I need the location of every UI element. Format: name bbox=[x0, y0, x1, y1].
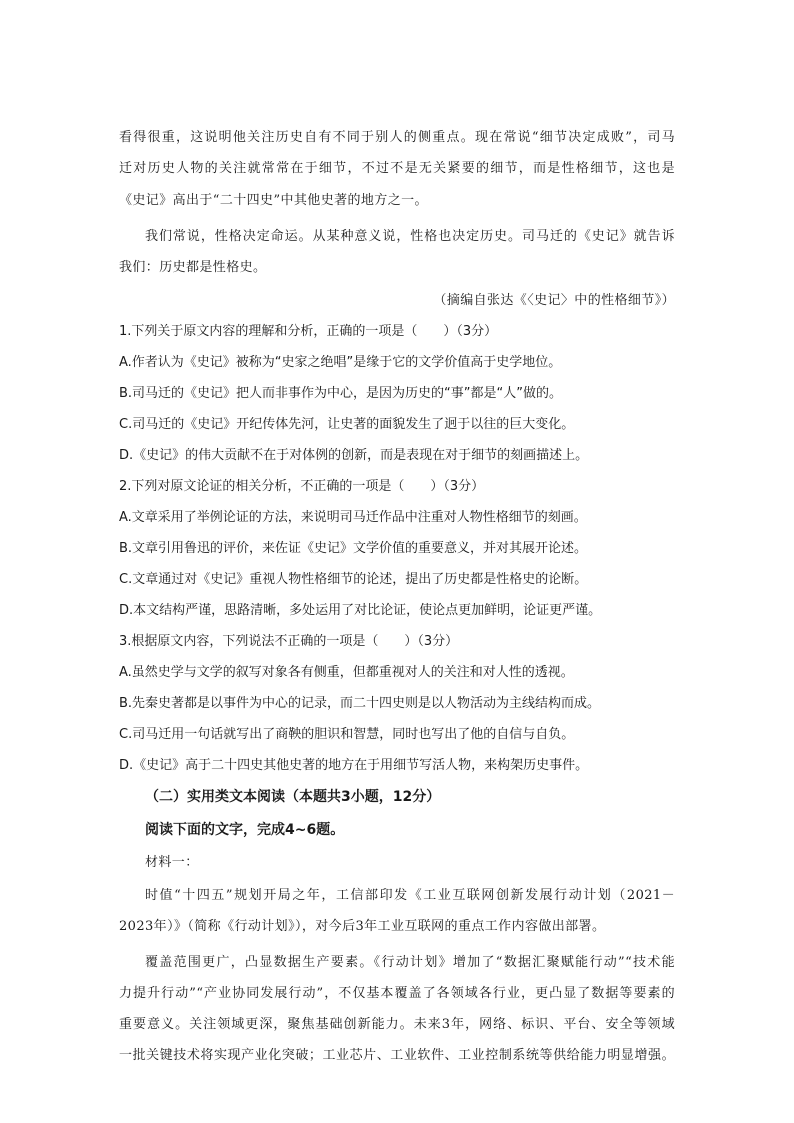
passage-line: 我们常说，性格决定命运。从某种意义说，性格也决定历史。司马迁的《史记》就告诉 bbox=[145, 229, 675, 244]
passage-source: （摘编自张达《〈史记〉中的性格细节》） bbox=[433, 293, 675, 308]
passage-line: 我们：历史都是性格史。 bbox=[119, 260, 267, 275]
question-2-option-d: D.本文结构严谨，思路清晰，多处运用了对比论证，使论点更加鲜明，论证更严谨。 bbox=[119, 603, 602, 618]
question-1-option-c: C.司马迁的《史记》开纪传体先河，让史著的面貌发生了迥于以往的巨大变化。 bbox=[119, 417, 575, 432]
question-2-option-b: B.文章引用鲁迅的评价，来佐证《史记》文学价值的重要意义，并对其展开论述。 bbox=[119, 541, 588, 556]
passage-line: 迁对历史人物的关注就常常在于细节，不过不是无关紧要的细节，而是性格细节，这也是 bbox=[119, 161, 675, 176]
material-line: 重要意义。关注领域更深，聚焦基础创新能力。未来3年，网络、标识、平台、安全等领域 bbox=[119, 1017, 675, 1032]
question-2-stem: 2.下列对原文论证的相关分析，不正确的一项是（ ）（3分） bbox=[119, 479, 485, 494]
material-line: 时值“十四五”规划开局之年，工信部印发《工业互联网创新发展行动计划（2021－ bbox=[145, 888, 675, 903]
question-1-option-b: B.司马迁的《史记》把人而非事作为中心，是因为历史的“事”都是“人”做的。 bbox=[119, 386, 562, 401]
question-3-stem: 3.根据原文内容，下列说法不正确的一项是（ ）（3分） bbox=[119, 634, 459, 649]
question-2-option-a: A.文章采用了举例论证的方法，来说明司马迁作品中注重对人物性格细节的刻画。 bbox=[119, 510, 587, 525]
passage-line: 看得很重，这说明他关注历史自有不同于别人的侧重点。现在常说“细节决定成败”，司马 bbox=[119, 130, 675, 145]
question-1-option-a: A.作者认为《史记》被称为“史家之绝唱”是缘于它的文学价值高于史学地位。 bbox=[119, 355, 562, 370]
question-3-option-a: A.虽然史学与文学的叙写对象各有侧重，但都重视对人的关注和对人性的透视。 bbox=[119, 665, 574, 680]
question-3-option-c: C.司马迁用一句话就写出了商鞅的胆识和智慧，同时也写出了他的自信与自负。 bbox=[119, 727, 575, 742]
question-3-option-d: D.《史记》高于二十四史其他史著的地方在于用细节写活人物，来构架历史事件。 bbox=[119, 758, 589, 773]
question-2-option-c: C.文章通过对《史记》重视人物性格细节的论述，提出了历史都是性格史的论断。 bbox=[119, 572, 588, 587]
material-line: 力提升行动”“产业协同发展行动”，不仅基本覆盖了各领域各行业，更凸显了数据等要素的 bbox=[119, 986, 675, 1001]
question-3-option-b: B.先秦史著都是以事件为中心的记录，而二十四史则是以人物活动为主线结构而成。 bbox=[119, 696, 601, 711]
question-1-stem: 1.下列关于原文内容的理解和分析，正确的一项是（ ）（3分） bbox=[119, 324, 498, 339]
section-instruction: 阅读下面的文字，完成4~6题。 bbox=[145, 822, 345, 838]
material-label: 材料一： bbox=[145, 855, 199, 870]
passage-line: 《史记》高出于“二十四史”中其他史著的地方之一。 bbox=[119, 193, 428, 208]
material-line: 2023年）》（简称《行动计划》），对今后3年工业互联网的重点工作内容做出部署。 bbox=[119, 919, 606, 934]
question-1-option-d: D.《史记》的伟大贡献不在于对体例的创新，而是表现在对于细节的刻画描述上。 bbox=[119, 448, 589, 463]
material-line: 覆盖范围更广，凸显数据生产要素。《行动计划》增加了“数据汇聚赋能行动”“技术能 bbox=[145, 955, 675, 970]
section-heading: （二）实用类文本阅读（本题共3小题，12分） bbox=[145, 789, 441, 805]
material-line: 一批关键技术将实现产业化突破；工业芯片、工业软件、工业控制系统等供给能力明显增强。 bbox=[119, 1048, 675, 1063]
